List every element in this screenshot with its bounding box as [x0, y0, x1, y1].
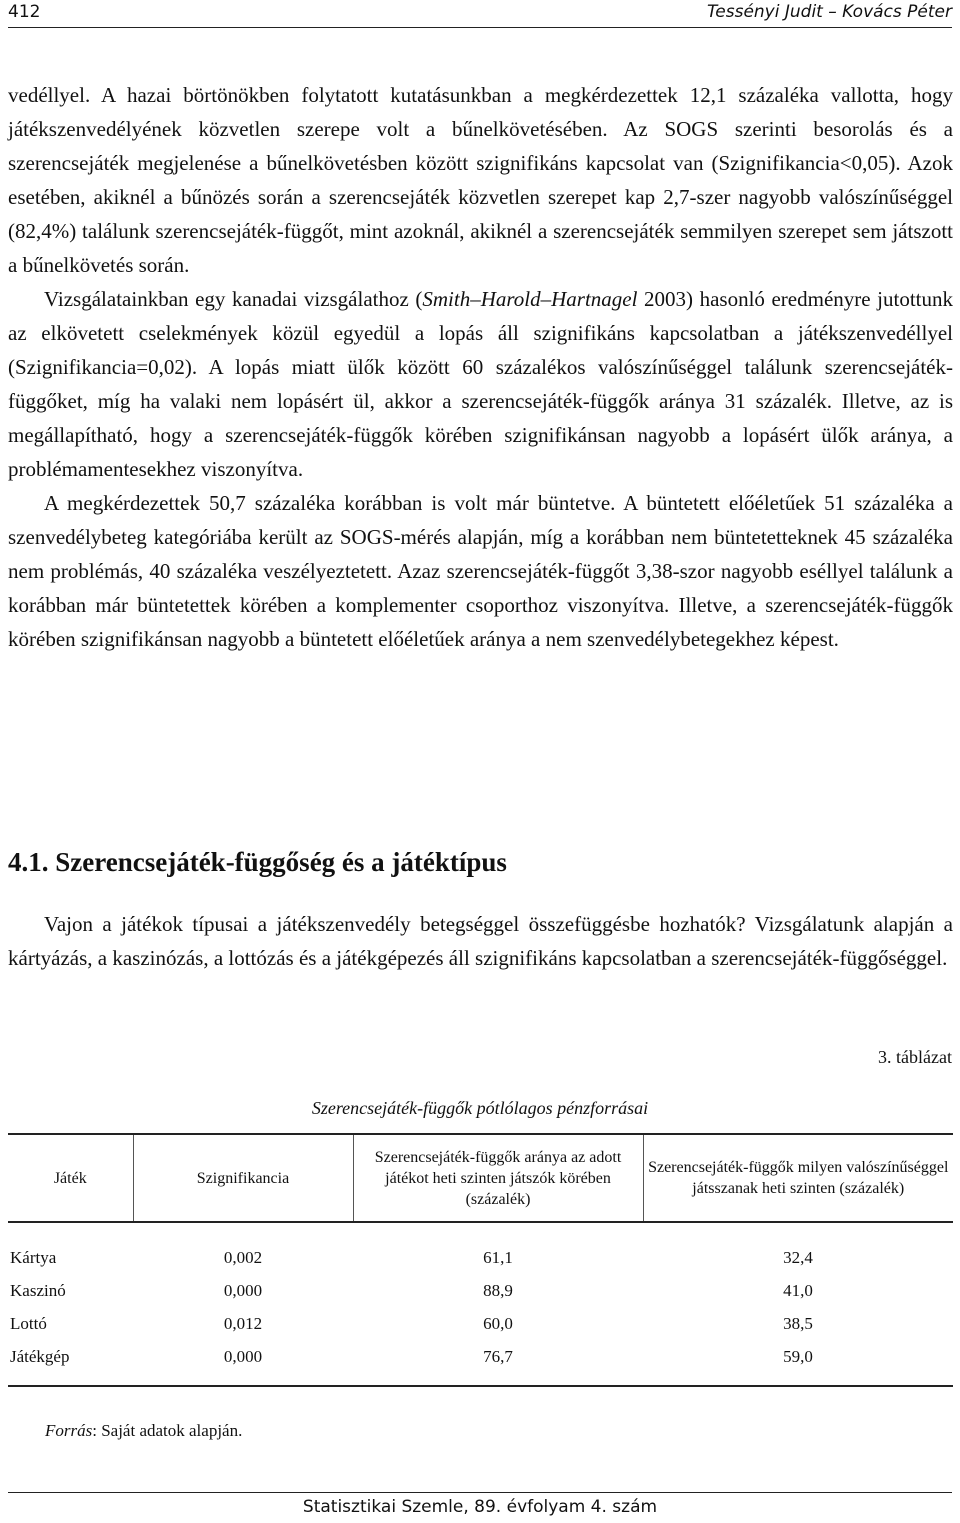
paragraph-text: Vizsgálatainkban egy kanadai vizsgálathoz (: [44, 287, 423, 311]
page-header: [0, 0, 960, 26]
table-bottom-rule: [8, 1386, 953, 1399]
paragraph-3: [8, 486, 953, 656]
cell-share: 61,1: [483, 1248, 513, 1267]
data-table: [8, 1133, 953, 1399]
section-title: 4.1. Szerencsejáték-függőség és a játéktípus: [8, 847, 507, 877]
cell-share: 88,9: [483, 1281, 513, 1300]
cell-game: Lottó: [10, 1314, 47, 1333]
running-head-authors: Tessényi Judit – Kovács Péter: [706, 2, 952, 22]
table-number: 3. táblázat: [878, 1047, 952, 1067]
page-number: 412: [8, 2, 41, 22]
footer-rule: [8, 1492, 952, 1493]
cell-probability: 59,0: [783, 1347, 813, 1366]
section-text: [8, 907, 953, 975]
cell-game: Kaszinó: [10, 1281, 66, 1300]
cell-probability: 38,5: [783, 1314, 813, 1333]
cell-significance: 0,012: [223, 1314, 263, 1333]
table-source-note: [45, 1421, 242, 1441]
cell-share: 60,0: [483, 1314, 513, 1333]
source-label: Forrás: [45, 1421, 93, 1440]
cell-significance: 0,000: [223, 1347, 263, 1366]
cell-significance: 0,000: [223, 1281, 263, 1300]
column-header-share: Szerencsejáték-függők aránya az adott játékot heti szinten játszók körében (százalék): [353, 1134, 643, 1222]
table-spacer: [8, 1222, 953, 1238]
column-header-probability: Szerencsejáték-függők milyen valószínűséggel játsszanak heti szinten (százalék): [643, 1134, 953, 1222]
table-header-row: [8, 1134, 953, 1222]
section-paragraph: Vajon a játékok típusai a játékszenvedély betegséggel összefüggésbe hozhatók? Vizsgálatunk alapján a kártyázás, a kaszinózás, a lottózás és a játékgépezés áll szignifikáns kapcsolatban a szerencsejáték-függőséggel.: [8, 912, 953, 970]
paragraph-1: [8, 78, 953, 282]
column-header-game: Játék: [8, 1134, 133, 1222]
table-row: [8, 1304, 953, 1337]
table-spacer: [8, 1370, 953, 1386]
cell-share: 76,7: [483, 1347, 513, 1366]
table-title: Szerencsejáték-függők pótlólagos pénzforrásai: [311, 1098, 649, 1118]
cell-game: Játékgép: [10, 1347, 70, 1366]
paragraph-text: vedéllyel. A hazai börtönökben folytatott kutatásunkban a megkérdezettek 12,1 százaléka vallotta, hogy játékszenvedélyének közvetlen szerepe volt a bűnelkövetésében. Az SOGS szerinti besorolás és a szerencsejáték megjelenése a bűnelkövetésben között szignifikáns kapcsolat van (Szignifikancia<0,05). Azok esetében, akiknél a bűnözés során a szerencsejáték közvetlen szerepet kap 2,7-szer nagyobb valószínűséggel (82,4%) találunk szerencsejáték-függőt, mint azoknál, akiknél a szerencsejáték semmilyen szerepet sem játszott a bűnelkövetés során.: [8, 83, 953, 277]
table-row: [8, 1238, 953, 1271]
header-rule: [8, 27, 952, 28]
journal-footer: Statisztikai Szemle, 89. évfolyam 4. szám: [302, 1497, 658, 1517]
cell-significance: 0,002: [223, 1248, 263, 1267]
citation-italic: Smith–Harold–Hartnagel: [422, 287, 638, 311]
column-header-significance: Szignifikancia: [133, 1134, 353, 1222]
table-row: [8, 1337, 953, 1370]
paragraph-text: 2003) hasonló eredményre jutottunk az elkövetett cselekmények közül egyedül a lopás áll szignifikáns kapcsolatban a játékszenvedéllyel (Szignifikancia=0,02). A lopás miatt ülők között 60 százalékos valószínűséggel találunk szerencsejáték-függőket, míg ha valaki nem lopásért ül, akkor a szerencsejáték-függők aránya 31 százalék. Illetve, az is megállapítható, hogy a szerencsejáték-függők körében szignifikánsan nagyobb a lopásért ülők aránya, a problémamentesekhez viszonyítva.: [8, 287, 954, 481]
source-text: : Saját adatok alapján.: [92, 1421, 243, 1440]
cell-probability: 41,0: [783, 1281, 813, 1300]
paragraph-text: A megkérdezettek 50,7 százaléka korábban is volt már büntetve. A büntetett előéletűek 51 százaléka a szenvedélybeteg kategóriába került az SOGS-mérés alapján, míg a korábban nem büntetetteknek 45 százaléka nem problémás, 40 százaléka veszélyeztetett. Azaz szerencsejáték-függőt 3,38-szor nagyobb eséllyel találunk a korábban már büntetettek körében a komplementer csoporthoz viszonyítva. Illetve, a szerencsejáték-függők körében szignifikánsan nagyobb a büntetett előéletűek aránya a nem szenvedélybetegekhez képest.: [8, 491, 953, 651]
table-row: [8, 1271, 953, 1304]
cell-game: Kártya: [10, 1248, 57, 1267]
cell-probability: 32,4: [783, 1248, 813, 1267]
paragraph-2: [8, 282, 953, 486]
main-text: [8, 78, 953, 656]
